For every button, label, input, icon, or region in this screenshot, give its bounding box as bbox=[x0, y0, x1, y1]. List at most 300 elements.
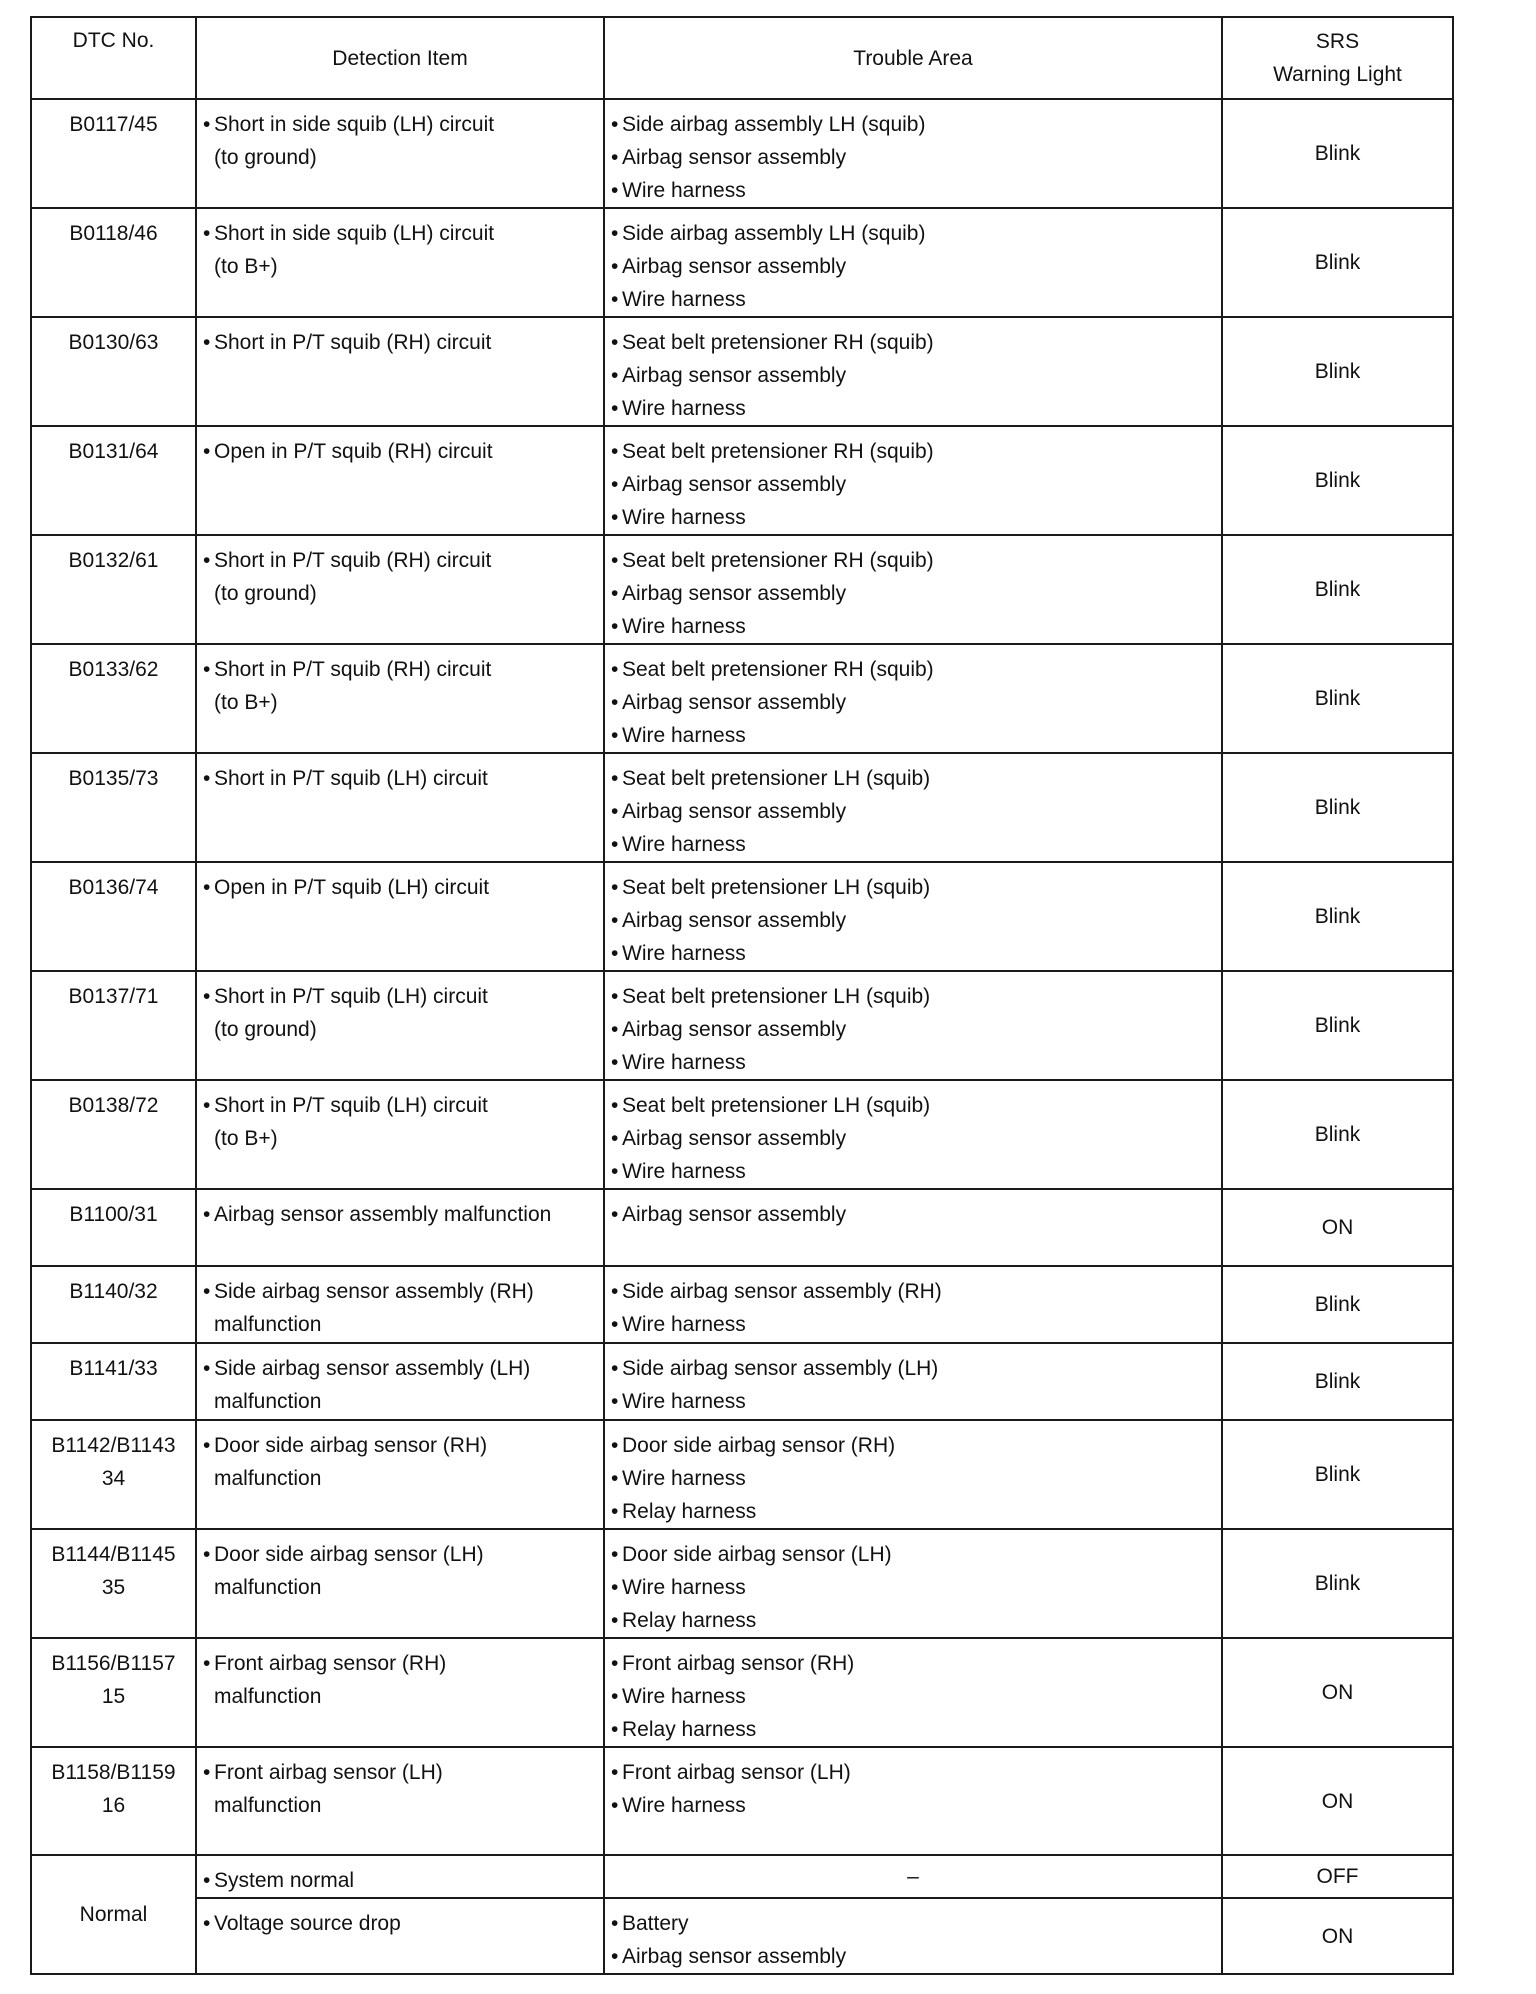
dtc-code-cell bbox=[31, 535, 196, 644]
detection-item-continuation: (to ground) bbox=[214, 1018, 317, 1041]
trouble-area-item-text: Seat belt pretensioner LH (squib) bbox=[622, 1094, 931, 1117]
dtc-code-cell bbox=[31, 426, 196, 535]
trouble-area-item-text: Wire harness bbox=[622, 833, 746, 856]
bullet-icon: • bbox=[611, 1203, 619, 1226]
trouble-area-cell bbox=[604, 644, 1222, 753]
bullet-icon: • bbox=[611, 1543, 619, 1566]
detection-item-cell bbox=[196, 862, 604, 971]
trouble-area-item bbox=[611, 1198, 1221, 1231]
dtc-code: B0132/61 bbox=[68, 549, 159, 572]
dtc-code-cell bbox=[31, 862, 196, 971]
trouble-area-cell bbox=[604, 1266, 1222, 1343]
trouble-area-item-text: Seat belt pretensioner LH (squib) bbox=[622, 767, 931, 790]
bullet-icon: • bbox=[611, 255, 619, 278]
detection-item-cell bbox=[196, 1747, 604, 1855]
bullet-icon: • bbox=[611, 288, 619, 311]
trouble-area-cell bbox=[604, 1747, 1222, 1855]
detection-item bbox=[203, 1198, 603, 1231]
detection-item-cell bbox=[196, 1343, 604, 1420]
trouble-area-item bbox=[611, 653, 1221, 686]
dtc-code: B1142/B1143 bbox=[51, 1434, 176, 1457]
trouble-area-item-text: Side airbag sensor assembly (RH) bbox=[622, 1280, 942, 1303]
bullet-icon: • bbox=[203, 1652, 211, 1675]
bullet-icon: • bbox=[611, 1718, 619, 1741]
table-row bbox=[31, 426, 1453, 535]
detection-item-cell bbox=[196, 1898, 604, 1974]
dtc-code: 35 bbox=[101, 1576, 126, 1599]
detection-item-cell bbox=[196, 99, 604, 208]
detection-item bbox=[203, 1538, 603, 1571]
trouble-area-item bbox=[611, 1122, 1221, 1155]
trouble-area-item-text: Seat belt pretensioner RH (squib) bbox=[622, 440, 934, 463]
trouble-area-item bbox=[611, 686, 1221, 719]
dtc-code: B0118/46 bbox=[69, 222, 158, 245]
trouble-area-item-text: Seat belt pretensioner LH (squib) bbox=[622, 876, 931, 899]
detection-item bbox=[203, 1429, 603, 1462]
dtc-code-cell bbox=[31, 1638, 196, 1747]
dtc-code-cell bbox=[31, 971, 196, 1080]
detection-item-text: Short in P/T squib (LH) circuit bbox=[214, 1094, 488, 1117]
trouble-area-item bbox=[611, 1907, 1221, 1940]
trouble-area-item-text: Wire harness bbox=[622, 1467, 746, 1490]
detection-item-text: Front airbag sensor (LH) bbox=[214, 1761, 443, 1784]
detection-item-cell bbox=[196, 426, 604, 535]
bullet-icon: • bbox=[203, 876, 211, 899]
trouble-area-item-text: Wire harness bbox=[622, 724, 746, 747]
trouble-area-item bbox=[611, 1089, 1221, 1122]
detection-item-cell bbox=[196, 1080, 604, 1189]
trouble-area-item-text: Wire harness bbox=[622, 506, 746, 529]
dtc-code-cell bbox=[31, 1266, 196, 1343]
trouble-area-item-text: Wire harness bbox=[622, 1051, 746, 1074]
detection-item-text: Short in P/T squib (LH) circuit bbox=[214, 985, 488, 1008]
srs-warning-light-cell: Blink bbox=[1222, 1529, 1453, 1638]
trouble-area-item bbox=[611, 1604, 1221, 1637]
trouble-area-item bbox=[611, 1680, 1221, 1713]
dtc-code-cell bbox=[31, 1420, 196, 1529]
detection-item-text: Short in side squib (LH) circuit bbox=[214, 222, 495, 245]
dtc-code-cell bbox=[31, 1189, 196, 1266]
trouble-area-item bbox=[611, 1462, 1221, 1495]
trouble-area-item bbox=[611, 501, 1221, 534]
detection-item-cell bbox=[196, 1638, 604, 1747]
dtc-code: B0137/71 bbox=[68, 985, 159, 1008]
trouble-area-item-text: Airbag sensor assembly bbox=[622, 473, 847, 496]
trouble-area-cell bbox=[604, 1638, 1222, 1747]
detection-item-continuation: malfunction bbox=[214, 1390, 322, 1413]
bullet-icon: • bbox=[611, 1160, 619, 1183]
dtc-code: B0117/45 bbox=[69, 113, 158, 136]
trouble-area-item bbox=[611, 937, 1221, 970]
detection-item-continuation: (to ground) bbox=[214, 146, 317, 169]
bullet-icon: • bbox=[611, 1500, 619, 1523]
srs-warning-light-cell: ON bbox=[1222, 1638, 1453, 1747]
bullet-icon: • bbox=[611, 506, 619, 529]
detection-item-cell bbox=[196, 644, 604, 753]
dtc-code: B1156/B1157 bbox=[51, 1652, 176, 1675]
detection-item-text: Open in P/T squib (RH) circuit bbox=[214, 440, 493, 463]
bullet-icon: • bbox=[611, 582, 619, 605]
trouble-area-item bbox=[611, 435, 1221, 468]
bullet-icon: • bbox=[611, 1018, 619, 1041]
srs-warning-light-cell: Blink bbox=[1222, 99, 1453, 208]
bullet-icon: • bbox=[203, 1203, 211, 1226]
dtc-code: B0135/73 bbox=[68, 767, 159, 790]
srs-warning-light-cell: Blink bbox=[1222, 1420, 1453, 1529]
detection-item bbox=[203, 326, 603, 359]
trouble-area-item bbox=[611, 1571, 1221, 1604]
bullet-icon: • bbox=[203, 1434, 211, 1457]
trouble-area-cell bbox=[604, 862, 1222, 971]
bullet-icon: • bbox=[611, 1912, 619, 1935]
trouble-area-item-text: Door side airbag sensor (LH) bbox=[622, 1543, 892, 1566]
bullet-icon: • bbox=[611, 1945, 619, 1968]
trouble-area-item bbox=[611, 577, 1221, 610]
detection-item-cell bbox=[196, 317, 604, 426]
detection-item-text: Short in side squib (LH) circuit bbox=[214, 113, 495, 136]
dtc-code-cell bbox=[31, 1529, 196, 1638]
detection-item bbox=[203, 1907, 603, 1940]
dtc-code-cell bbox=[31, 99, 196, 208]
trouble-area-cell bbox=[604, 971, 1222, 1080]
trouble-area-item bbox=[611, 871, 1221, 904]
detection-item-text: Short in P/T squib (LH) circuit bbox=[214, 767, 488, 790]
trouble-area-item bbox=[611, 795, 1221, 828]
bullet-icon: • bbox=[203, 767, 211, 790]
trouble-area-cell bbox=[604, 1529, 1222, 1638]
detection-item-cell bbox=[196, 753, 604, 862]
trouble-area-item-text: Airbag sensor assembly bbox=[622, 1203, 847, 1226]
trouble-area-item-text: Relay harness bbox=[622, 1609, 757, 1632]
trouble-area-item-text: Seat belt pretensioner LH (squib) bbox=[622, 985, 931, 1008]
srs-warning-light-cell: Blink bbox=[1222, 535, 1453, 644]
trouble-area-item-text: Airbag sensor assembly bbox=[622, 691, 847, 714]
detection-item-continuation: malfunction bbox=[214, 1576, 322, 1599]
trouble-area-item-text: Front airbag sensor (RH) bbox=[622, 1652, 855, 1675]
trouble-area-item bbox=[611, 283, 1221, 316]
trouble-area-cell bbox=[604, 535, 1222, 644]
srs-warning-light-cell: Blink bbox=[1222, 1080, 1453, 1189]
detection-item-continuation: malfunction bbox=[214, 1467, 322, 1490]
bullet-icon: • bbox=[611, 724, 619, 747]
dtc-code-cell bbox=[31, 1080, 196, 1189]
detection-item-continuation: (to ground) bbox=[214, 582, 317, 605]
trouble-area-item-text: Relay harness bbox=[622, 1500, 757, 1523]
trouble-area-item-text: Wire harness bbox=[622, 1576, 746, 1599]
dtc-code-cell bbox=[31, 1747, 196, 1855]
detection-item-continuation: (to B+) bbox=[214, 691, 278, 714]
detection-item-continuation: (to B+) bbox=[214, 255, 278, 278]
dtc-code: B0131/64 bbox=[68, 440, 159, 463]
trouble-area-cell bbox=[604, 1189, 1222, 1266]
srs-warning-light-cell: OFF bbox=[1222, 1855, 1453, 1898]
trouble-area-item bbox=[611, 392, 1221, 425]
trouble-area-item bbox=[611, 326, 1221, 359]
table-row bbox=[31, 535, 1453, 644]
bullet-icon: • bbox=[611, 179, 619, 202]
srs-warning-light-cell: ON bbox=[1222, 1189, 1453, 1266]
trouble-area-item bbox=[611, 1713, 1221, 1746]
detection-item-text: Side airbag sensor assembly (LH) bbox=[214, 1357, 531, 1380]
bullet-icon: • bbox=[611, 473, 619, 496]
bullet-icon: • bbox=[203, 658, 211, 681]
trouble-area-item bbox=[611, 1940, 1221, 1973]
trouble-area-item-text: Side airbag assembly LH (squib) bbox=[622, 222, 926, 245]
detection-item-continuation: malfunction bbox=[214, 1794, 322, 1817]
trouble-area-item bbox=[611, 719, 1221, 752]
bullet-icon: • bbox=[611, 1390, 619, 1413]
table-row-normal bbox=[31, 1855, 1453, 1898]
table-row bbox=[31, 862, 1453, 971]
trouble-area-item bbox=[611, 904, 1221, 937]
trouble-area-item bbox=[611, 217, 1221, 250]
bullet-icon: • bbox=[611, 1652, 619, 1675]
trouble-area-item-text: Wire harness bbox=[622, 179, 746, 202]
trouble-area-cell bbox=[604, 1080, 1222, 1189]
trouble-area-item-text: Airbag sensor assembly bbox=[622, 364, 847, 387]
detection-item-text: Door side airbag sensor (RH) bbox=[214, 1434, 488, 1457]
trouble-area-item-text: Wire harness bbox=[622, 1160, 746, 1183]
dtc-code: 16 bbox=[101, 1794, 126, 1817]
trouble-area-item-text: Door side airbag sensor (RH) bbox=[622, 1434, 896, 1457]
srs-warning-light-cell: ON bbox=[1222, 1898, 1453, 1974]
dtc-code: B0133/62 bbox=[68, 658, 159, 681]
bullet-icon: • bbox=[203, 1357, 211, 1380]
trouble-area-item-text: Wire harness bbox=[622, 1794, 746, 1817]
trouble-area-item bbox=[611, 1789, 1221, 1822]
bullet-icon: • bbox=[611, 440, 619, 463]
bullet-icon: • bbox=[611, 1761, 619, 1784]
bullet-icon: • bbox=[611, 331, 619, 354]
trouble-area-item bbox=[611, 980, 1221, 1013]
dtc-code-cell bbox=[31, 753, 196, 862]
trouble-area-item-text: Seat belt pretensioner RH (squib) bbox=[622, 549, 934, 572]
dtc-code: 15 bbox=[101, 1685, 126, 1708]
trouble-area-item-text: Relay harness bbox=[622, 1718, 757, 1741]
trouble-area-cell bbox=[604, 317, 1222, 426]
detection-item-cell bbox=[196, 1855, 604, 1898]
detection-item-text: System normal bbox=[214, 1869, 355, 1892]
trouble-area-item bbox=[611, 544, 1221, 577]
detection-item-cell bbox=[196, 1420, 604, 1529]
header-trouble-area: Trouble Area bbox=[604, 17, 1222, 99]
bullet-icon: • bbox=[611, 113, 619, 136]
trouble-area-item-text: Side airbag assembly LH (squib) bbox=[622, 113, 926, 136]
detection-item bbox=[203, 1756, 603, 1789]
trouble-area-item-text: Wire harness bbox=[622, 615, 746, 638]
bullet-icon: • bbox=[203, 1280, 211, 1303]
bullet-icon: • bbox=[203, 1869, 211, 1892]
srs-warning-light-cell: Blink bbox=[1222, 426, 1453, 535]
trouble-area-item bbox=[611, 1155, 1221, 1188]
srs-warning-light-cell: Blink bbox=[1222, 317, 1453, 426]
dtc-code: B1144/B1145 bbox=[51, 1543, 176, 1566]
detection-item bbox=[203, 762, 603, 795]
srs-warning-light-cell: Blink bbox=[1222, 644, 1453, 753]
trouble-area-item bbox=[611, 1647, 1221, 1680]
trouble-area-item-text: Seat belt pretensioner RH (squib) bbox=[622, 658, 934, 681]
dtc-code: B1141/33 bbox=[69, 1357, 158, 1380]
table-row bbox=[31, 1343, 1453, 1420]
trouble-area-item bbox=[611, 359, 1221, 392]
detection-item bbox=[203, 108, 603, 141]
detection-item-cell bbox=[196, 208, 604, 317]
trouble-area-item bbox=[611, 1495, 1221, 1528]
bullet-icon: • bbox=[611, 1280, 619, 1303]
table-row bbox=[31, 1266, 1453, 1343]
bullet-icon: • bbox=[611, 1051, 619, 1074]
bullet-icon: • bbox=[611, 397, 619, 420]
bullet-icon: • bbox=[203, 1543, 211, 1566]
bullet-icon: • bbox=[611, 1434, 619, 1457]
bullet-icon: • bbox=[611, 364, 619, 387]
bullet-icon: • bbox=[611, 1576, 619, 1599]
bullet-icon: • bbox=[611, 146, 619, 169]
srs-warning-light-cell: Blink bbox=[1222, 971, 1453, 1080]
trouble-area-item bbox=[611, 1308, 1221, 1341]
dtc-code: B1140/32 bbox=[69, 1280, 158, 1303]
bullet-icon: • bbox=[611, 985, 619, 1008]
detection-item-continuation: malfunction bbox=[214, 1685, 322, 1708]
bullet-icon: • bbox=[611, 691, 619, 714]
detection-item-text: Open in P/T squib (LH) circuit bbox=[214, 876, 490, 899]
detection-item bbox=[203, 435, 603, 468]
bullet-icon: • bbox=[611, 800, 619, 823]
bullet-icon: • bbox=[611, 876, 619, 899]
detection-item-cell bbox=[196, 1189, 604, 1266]
bullet-icon: • bbox=[203, 549, 211, 572]
table-row bbox=[31, 317, 1453, 426]
detection-item-cell bbox=[196, 1266, 604, 1343]
trouble-area-item-text: Airbag sensor assembly bbox=[622, 1018, 847, 1041]
detection-item bbox=[203, 1275, 603, 1308]
srs-warning-light-cell: Blink bbox=[1222, 1266, 1453, 1343]
header-srs-warning-light: SRS Warning Light bbox=[1222, 17, 1453, 99]
bullet-icon: • bbox=[611, 833, 619, 856]
bullet-icon: • bbox=[611, 1685, 619, 1708]
dtc-code: B0130/63 bbox=[68, 331, 159, 354]
srs-warning-light-cell: Blink bbox=[1222, 862, 1453, 971]
trouble-area-item bbox=[611, 468, 1221, 501]
dtc-code-cell: Normal bbox=[31, 1855, 196, 1974]
detection-item-text: Short in P/T squib (RH) circuit bbox=[214, 658, 492, 681]
table-row bbox=[31, 1189, 1453, 1266]
table-row bbox=[31, 1080, 1453, 1189]
header-row bbox=[31, 17, 1453, 99]
dtc-code: B0138/72 bbox=[68, 1094, 159, 1117]
trouble-area-cell bbox=[604, 99, 1222, 208]
table-row bbox=[31, 99, 1453, 208]
bullet-icon: • bbox=[203, 1094, 211, 1117]
bullet-icon: • bbox=[611, 1794, 619, 1817]
detection-item-text: Front airbag sensor (RH) bbox=[214, 1652, 447, 1675]
trouble-area-item-text: Side airbag sensor assembly (LH) bbox=[622, 1357, 939, 1380]
trouble-area-item bbox=[611, 762, 1221, 795]
detection-item bbox=[203, 544, 603, 577]
bullet-icon: • bbox=[611, 658, 619, 681]
detection-item-cell bbox=[196, 1529, 604, 1638]
bullet-icon: • bbox=[203, 222, 211, 245]
detection-item-continuation: (to B+) bbox=[214, 1127, 278, 1150]
dtc-code-cell bbox=[31, 208, 196, 317]
detection-item-text: Voltage source drop bbox=[214, 1912, 401, 1935]
trouble-area-cell bbox=[604, 753, 1222, 862]
trouble-area-cell bbox=[604, 208, 1222, 317]
table-row bbox=[31, 1529, 1453, 1638]
dtc-code-cell bbox=[31, 1343, 196, 1420]
detection-item bbox=[203, 1352, 603, 1385]
detection-item-text: Short in P/T squib (RH) circuit bbox=[214, 331, 492, 354]
trouble-area-item bbox=[611, 1046, 1221, 1079]
bullet-icon: • bbox=[611, 1127, 619, 1150]
bullet-icon: • bbox=[203, 985, 211, 1008]
trouble-area-cell bbox=[604, 1420, 1222, 1529]
detection-item-text: Side airbag sensor assembly (RH) bbox=[214, 1280, 534, 1303]
trouble-area-item-text: Wire harness bbox=[622, 942, 746, 965]
trouble-area-item bbox=[611, 610, 1221, 643]
bullet-icon: • bbox=[611, 615, 619, 638]
table-row bbox=[31, 1420, 1453, 1529]
trouble-area-item-text: Airbag sensor assembly bbox=[622, 800, 847, 823]
trouble-area-cell bbox=[604, 1343, 1222, 1420]
trouble-area-item bbox=[611, 828, 1221, 861]
detection-item-continuation: malfunction bbox=[214, 1313, 322, 1336]
trouble-area-item-text: Wire harness bbox=[622, 397, 746, 420]
table-row-normal bbox=[31, 1898, 1453, 1974]
bullet-icon: • bbox=[611, 767, 619, 790]
trouble-area-item-text: Front airbag sensor (LH) bbox=[622, 1761, 851, 1784]
table-row bbox=[31, 208, 1453, 317]
bullet-icon: • bbox=[611, 222, 619, 245]
trouble-area-item bbox=[611, 141, 1221, 174]
trouble-area-item-text: Airbag sensor assembly bbox=[622, 909, 847, 932]
trouble-area-item bbox=[611, 250, 1221, 283]
trouble-area-item bbox=[611, 1756, 1221, 1789]
dtc-code-cell bbox=[31, 644, 196, 753]
trouble-area-item bbox=[611, 108, 1221, 141]
bullet-icon: • bbox=[203, 113, 211, 136]
detection-item bbox=[203, 653, 603, 686]
bullet-icon: • bbox=[611, 1357, 619, 1380]
dtc-code-cell bbox=[31, 317, 196, 426]
detection-item bbox=[203, 1864, 603, 1897]
srs-warning-light-cell: Blink bbox=[1222, 753, 1453, 862]
detection-item-text: Airbag sensor assembly malfunction bbox=[214, 1203, 552, 1226]
dtc-code: 34 bbox=[101, 1467, 126, 1490]
detection-item bbox=[203, 217, 603, 250]
trouble-area-item-text: Airbag sensor assembly bbox=[622, 255, 847, 278]
bullet-icon: • bbox=[611, 942, 619, 965]
trouble-area-item bbox=[611, 1429, 1221, 1462]
header-detection-item: Detection Item bbox=[196, 17, 604, 99]
srs-warning-light-cell: ON bbox=[1222, 1747, 1453, 1855]
dtc-table bbox=[30, 16, 1454, 1975]
trouble-area-item-text: Wire harness bbox=[622, 1313, 746, 1336]
trouble-area-item-text: Airbag sensor assembly bbox=[622, 146, 847, 169]
detection-item-text: Door side airbag sensor (LH) bbox=[214, 1543, 484, 1566]
trouble-area-item-text: Battery bbox=[622, 1912, 689, 1935]
bullet-icon: • bbox=[203, 1761, 211, 1784]
trouble-area-item-text: Seat belt pretensioner RH (squib) bbox=[622, 331, 934, 354]
detection-item bbox=[203, 871, 603, 904]
bullet-icon: • bbox=[611, 1094, 619, 1117]
srs-warning-light-cell: Blink bbox=[1222, 208, 1453, 317]
trouble-area-item bbox=[611, 1385, 1221, 1418]
dtc-code: B1158/B1159 bbox=[51, 1761, 176, 1784]
trouble-area-cell bbox=[604, 426, 1222, 535]
table-row bbox=[31, 1747, 1453, 1855]
dtc-code: B0136/74 bbox=[68, 876, 159, 899]
